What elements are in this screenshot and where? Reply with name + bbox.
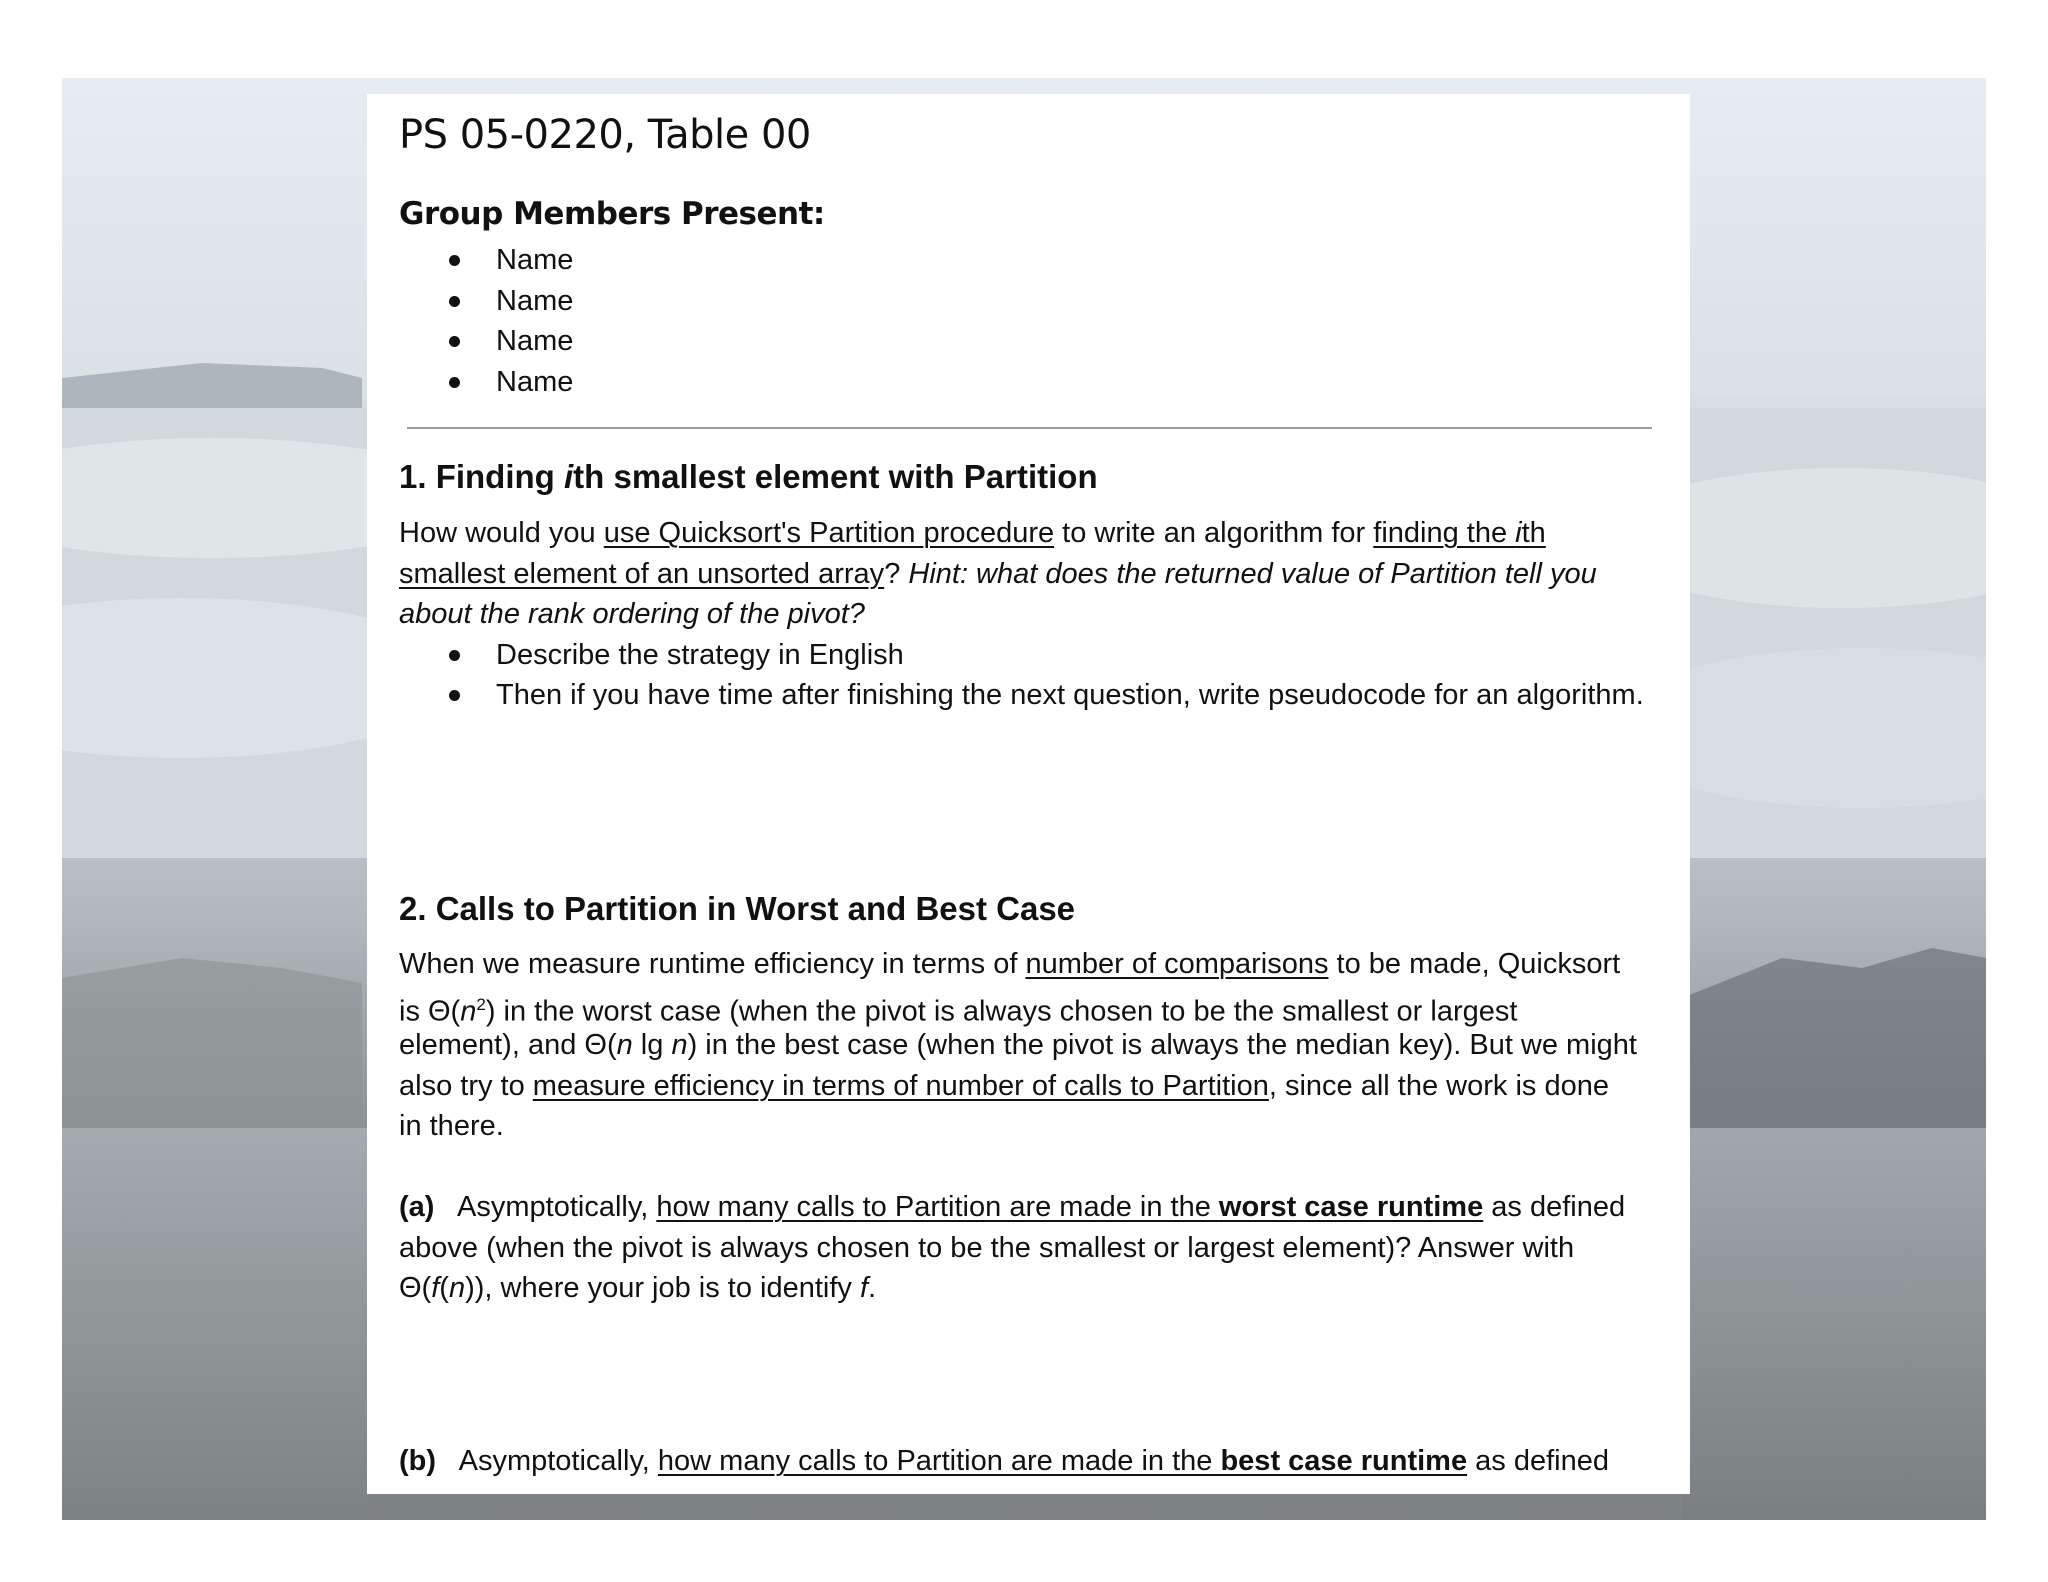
document-title: PS 05-0220, Table 00: [399, 112, 811, 158]
bullet-icon: [449, 650, 460, 661]
section2-paragraph-line1: When we measure runtime efficiency in terms of number of comparisons to be made, Quicksort: [399, 948, 1621, 980]
member-list: [399, 240, 573, 402]
section1-paragraph-line1: How would you use Quicksort's Partition procedure to write an algorithm for finding the ith: [399, 517, 1546, 549]
section2-paragraph-line4: also try to measure efficiency in terms of number of calls to Partition, since all the work is done: [399, 1069, 1609, 1102]
bullet-icon: [449, 690, 460, 701]
section2-paragraph-line3: element), and Θ(n lg n) in the best case (when the pivot is always the median key). But we might: [399, 1029, 1637, 1061]
section1-paragraph-line2: smallest element of an unsorted array? Hint: what does the returned value of Partition tell you: [399, 557, 1597, 590]
question-b-line1: (b) Asymptotically, how many calls to Partition are made in the best case runtime as defined: [399, 1445, 1609, 1477]
section2-paragraph-line5: in there.: [399, 1110, 504, 1142]
question-a-line2: above (when the pivot is always chosen to be the smallest or largest element)? Answer with: [399, 1231, 1575, 1264]
member-item: Name: [399, 321, 573, 362]
group-members-heading: Group Members Present:: [399, 196, 825, 232]
document-page: [367, 94, 1690, 1494]
bullet-icon: [449, 255, 460, 266]
section1-paragraph-line3: about the rank ordering of the pivot?: [399, 598, 865, 630]
member-item: Name: [399, 281, 573, 322]
bullet-icon: [449, 377, 460, 388]
horizontal-divider: [407, 427, 1652, 429]
question-a-line3: Θ(f(n)), where your job is to identify f.: [399, 1272, 877, 1304]
list-item: Then if you have time after finishing the next question, write pseudocode for an algorithm.: [399, 675, 1644, 716]
section2-heading: 2. Calls to Partition in Worst and Best Case: [399, 890, 1076, 927]
member-item: Name: [399, 240, 573, 281]
bullet-icon: [449, 336, 460, 347]
section2-paragraph-line2: is $\Theta(n^2)$ in the worst case (when the pivot is always chosen to be the smallest or largest: [399, 994, 1518, 1028]
section1-bullets: [399, 635, 1644, 716]
section1-heading: 1. Finding ith smallest element with Partition: [399, 458, 1098, 495]
bullet-icon: [449, 296, 460, 307]
member-item: Name: [399, 362, 573, 403]
list-item: Describe the strategy in English: [399, 635, 1644, 676]
question-a-line1: (a) Asymptotically, how many calls to Partition are made in the worst case runtime as defined: [399, 1191, 1626, 1223]
